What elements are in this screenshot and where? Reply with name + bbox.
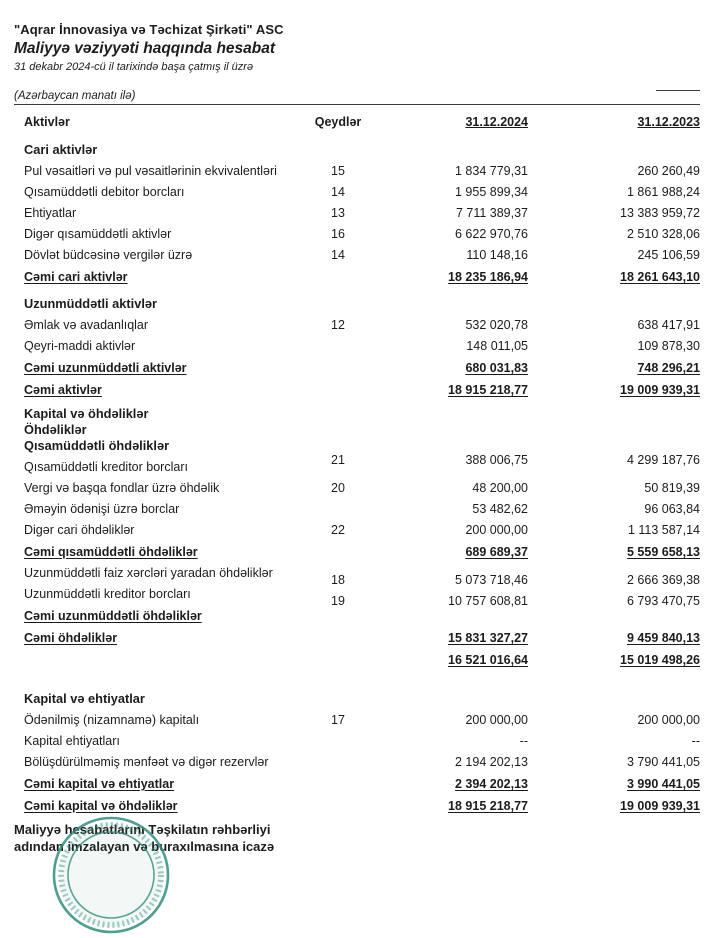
table-row [14,355,700,377]
table-row [14,625,700,647]
row-value-2023: 638 417,91 [637,318,700,332]
row-value-2024: 2 194 202,13 [455,755,528,769]
row-label: Cari aktivlər [24,142,98,157]
row-value-2024: 680 031,83 [465,361,528,375]
row-value-2024: 18 915 218,77 [448,799,528,813]
table-row [14,407,700,423]
row-value-2024: 148 011,05 [466,339,528,353]
row-label: Cəmi kapital və öhdəliklər [24,799,178,813]
row-value-2023: 245 106,59 [637,248,700,262]
row-label: Uzunmüddətli faiz xərcləri yaradan öhdəliklər [24,566,273,580]
row-value-2024: 16 521 016,64 [448,653,528,667]
row-value-2024: 6 622 970,76 [455,227,528,241]
table-row [14,647,700,669]
company-name: "Aqrar İnnovasiya və Təchizat Şirkəti" ASC [14,22,284,37]
row-value-2024: 200 000,00 [465,523,528,537]
row-value-2023: 109 878,30 [637,339,700,353]
row-value-2024: 7 711 389,37 [455,206,528,220]
row-label: Qısamüddətli öhdəliklər [24,438,170,453]
table-row [14,137,700,159]
row-value-2023: 2 510 328,06 [627,227,700,241]
row-value-2024: 10 757 608,81 [448,594,528,608]
row-value-2023: 19 009 939,31 [620,799,700,813]
table-row [14,377,700,399]
row-value-2023: 1 113 587,14 [627,523,700,537]
row-value-2023: 15 019 498,26 [620,653,700,667]
row-value-2024: 532 020,78 [465,318,528,332]
table-row [14,180,700,201]
currency-note-row [14,90,700,105]
row-value-2023: 5 559 658,13 [627,545,700,559]
row-label: Cəmi öhdəliklər [24,631,118,645]
row-label: Kapital və öhdəliklər [24,406,149,421]
row-note: 14 [331,185,345,199]
row-label: Cəmi aktivlər [24,383,102,397]
column-header-2024: 31.12.2024 [465,115,528,129]
table-row [14,771,700,793]
row-value-2023: 2 666 369,38 [627,573,700,587]
row-note: 15 [331,164,345,178]
row-label: Digər qısamüddətli aktivlər [24,227,172,241]
row-value-2023: 9 459 840,13 [627,631,700,645]
row-note: 21 [331,453,345,467]
row-value-2024: 388 006,75 [465,453,528,467]
row-note: 20 [331,481,345,495]
table-row [14,313,700,334]
row-value-2023: -- [691,734,700,748]
row-value-2024: 2 394 202,13 [455,777,528,791]
top-right-rule [656,90,700,91]
table-row [14,423,700,439]
row-value-2024: 5 073 718,46 [455,573,528,587]
row-value-2024: 18 915 218,77 [448,383,528,397]
row-note: 16 [331,227,345,241]
row-label: Əməyin ödənişi üzrə borclar [24,502,180,516]
row-label: Qısamüddətli kreditor borcları [24,460,188,474]
table-rows [14,137,700,815]
table-row [14,291,700,313]
row-note: 13 [331,206,345,220]
row-note: 19 [331,594,345,608]
row-value-2023: 3 990 441,05 [627,777,700,791]
row-value-2023: 13 383 959,72 [620,206,700,220]
row-value-2023: 6 793 470,75 [627,594,700,608]
row-value-2024: 18 235 186,94 [448,270,528,284]
row-value-2023: 19 009 939,31 [620,383,700,397]
row-value-2023: 3 790 441,05 [627,755,700,769]
row-note: 22 [331,523,345,537]
row-value-2024: 48 200,00 [472,481,528,495]
row-label: Əmlak və avadanlıqlar [24,318,149,332]
row-label: Ehtiyatlar [24,206,77,220]
row-label: Uzunmüddətli aktivlər [24,296,157,311]
table-row [14,561,700,587]
row-label: Vergi və başqa fondlar üzrə öhdəlik [24,481,220,495]
row-value-2024: 110 148,16 [466,248,528,262]
table-row [14,476,700,497]
row-note: 17 [331,713,345,727]
table-row [14,334,700,355]
row-value-2024: 689 689,37 [465,545,528,559]
row-value-2023: 4 299 187,76 [627,453,700,467]
table-row [14,708,700,729]
row-label: Qeyri-maddi aktivlər [24,339,136,353]
table-spacer-row [14,669,700,681]
row-label: Bölüşdürülməmiş mənfəət və digər rezervlər [24,755,269,769]
row-note: 12 [331,318,345,332]
row-value-2024: -- [519,734,528,748]
footer-note [14,821,700,855]
row-label: Cəmi cari aktivlər [24,270,128,284]
row-note: 14 [331,248,345,262]
row-label: Cəmi uzunmüddətli aktivlər [24,361,187,375]
row-label: Cəmi qısamüddətli öhdəliklər [24,545,198,559]
row-label: Cəmi uzunmüddətli öhdəliklər [24,609,202,623]
table-row [14,159,700,180]
row-value-2024: 53 482,62 [472,502,528,516]
table-row [14,243,700,264]
row-value-2023: 748 296,21 [637,361,700,375]
table-row [14,455,700,476]
row-label: Kapital və ehtiyatlar [24,691,145,706]
row-value-2023: 50 819,39 [644,481,700,495]
row-label: Öhdəliklər [24,422,87,437]
footer-line-1: Maliyyə hesabatlarını Təşkilatın rəhbərliyi [14,822,271,837]
row-value-2024: 15 831 327,27 [448,631,528,645]
row-label: Ödənilmiş (nizamnamə) kapitalı [24,713,200,727]
row-value-2023: 200 000,00 [637,713,700,727]
table-row [14,539,700,561]
row-value-2024: 200 000,00 [465,713,528,727]
row-label: Uzunmüddətli kreditor borcları [24,587,191,601]
report-title: Maliyyə vəziyyəti haqqında hesabat [14,40,276,57]
table-row [14,497,700,518]
row-value-2023: 18 261 643,10 [620,270,700,284]
report-period: 31 dekabr 2024-cü il tarixində başa çatmış il üzrə [14,61,254,73]
currency-note: (Azərbaycan manatı ilə) [14,90,136,102]
table-row [14,201,700,222]
column-header-2023: 31.12.2023 [637,115,700,129]
row-value-2023: 260 260,49 [637,164,700,178]
row-value-2024: 1 834 779,31 [455,164,528,178]
column-header-assets: Aktivlər [24,115,70,129]
row-label: Dövlət büdcəsinə vergilər üzrə [24,248,193,262]
row-value-2024: 1 955 899,34 [455,185,528,199]
row-value-2023: 1 861 988,24 [627,185,700,199]
table-row [14,264,700,286]
table-row [14,793,700,815]
row-label: Cəmi kapital və ehtiyatlar [24,777,175,791]
table-row [14,518,700,539]
table-row [14,750,700,771]
row-note: 18 [331,573,345,587]
row-label: Pul vəsaitləri və pul vəsaitlərinin ekvivalentləri [24,164,277,178]
table-header-row [14,105,700,132]
table-row [14,729,700,750]
footer-line-2: adından imzalayan və buraxılmasına icazə [14,839,275,855]
row-value-2023: 96 063,84 [644,502,700,516]
row-label: Kapital ehtiyatları [24,734,120,748]
row-label: Digər cari öhdəliklər [24,523,135,537]
column-header-notes: Qeydlər [314,115,362,129]
table-row [14,222,700,243]
table-row [14,686,700,708]
row-label: Qısamüddətli debitor borcları [24,185,185,199]
